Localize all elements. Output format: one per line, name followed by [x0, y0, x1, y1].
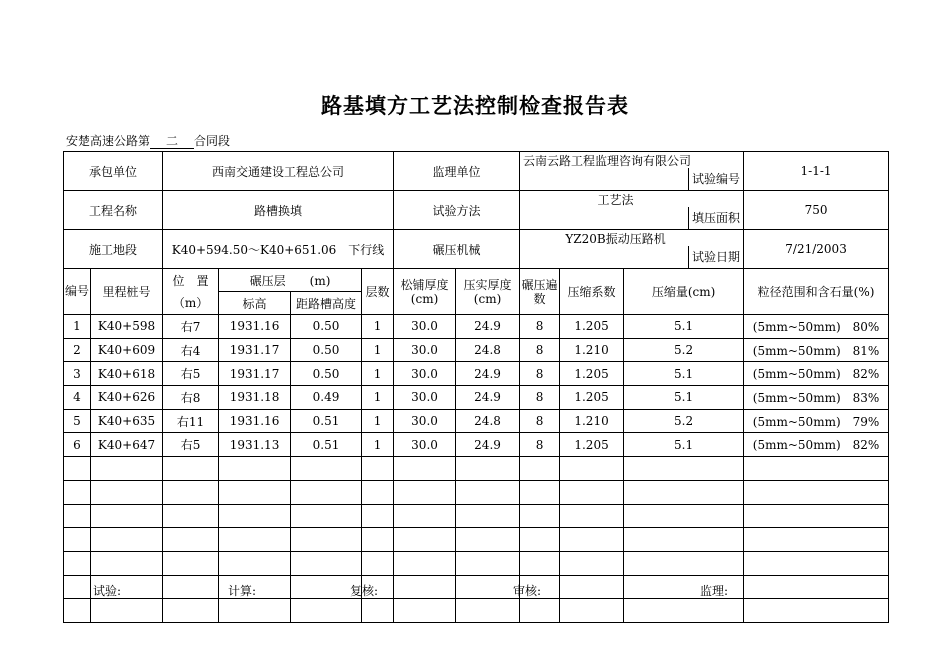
- cell-amount: [624, 599, 744, 623]
- info-row-2: [64, 191, 889, 230]
- cell-passes: 8: [520, 338, 560, 362]
- cell-amount: [624, 551, 744, 575]
- col-header-elevation: 标高: [219, 292, 291, 315]
- cell-dist: 0.50: [291, 338, 362, 362]
- cell-layers: [362, 599, 394, 623]
- test-no-label: 试验编号: [688, 168, 743, 190]
- col-header-station: 里程桩号: [91, 269, 163, 315]
- cell-compact: 24.9: [456, 386, 520, 410]
- cell-coef: [560, 575, 624, 599]
- cell-amount: [624, 528, 744, 552]
- empty-row: [64, 457, 889, 481]
- empty-row: [64, 480, 889, 504]
- cell-passes: [520, 480, 560, 504]
- cell-coef: 1.205: [560, 362, 624, 386]
- cell-pos: 右7: [163, 315, 219, 339]
- cell-grain: [744, 575, 889, 599]
- supervisor-value-text: 云南云路工程监理咨询有限公司: [523, 154, 692, 168]
- footer-calc: 计算:: [228, 584, 257, 598]
- cell-elev: [219, 504, 291, 528]
- cell-no: 2: [64, 338, 91, 362]
- cell-passes: [520, 504, 560, 528]
- cell-station: [91, 551, 163, 575]
- cell-elev: 1931.13: [219, 433, 291, 457]
- col-header-position: 位 置: [163, 269, 219, 292]
- cell-compact: [456, 528, 520, 552]
- cell-amount: [624, 504, 744, 528]
- date-label: 试验日期: [688, 246, 743, 268]
- cell-grain: [744, 504, 889, 528]
- cell-coef: [560, 457, 624, 481]
- cell-grain: [744, 457, 889, 481]
- col-header-grain: 粒径范围和含石量(%): [744, 269, 889, 315]
- cell-no: [64, 480, 91, 504]
- cell-dist: 0.51: [291, 433, 362, 457]
- cell-amount: [624, 457, 744, 481]
- empty-row: [64, 551, 889, 575]
- cell-station: K40+609: [91, 338, 163, 362]
- project-label: 工程名称: [64, 191, 163, 230]
- cell-pos: 右5: [163, 433, 219, 457]
- cell-coef: [560, 599, 624, 623]
- col-header-amount: 压缩量(cm): [624, 269, 744, 315]
- cell-compact: [456, 551, 520, 575]
- col-header-layers: 层数: [362, 269, 394, 315]
- contract-section-line: [66, 132, 230, 149]
- cell-pos: [163, 575, 219, 599]
- cell-grain: (5mm~50mm) 82%: [744, 362, 889, 386]
- cell-elev: 1931.18: [219, 386, 291, 410]
- cell-pos: 右4: [163, 338, 219, 362]
- area-label: 填压面积: [688, 207, 743, 229]
- cell-no: [64, 599, 91, 623]
- test-no-value: 1-1-1: [744, 152, 889, 191]
- cell-no: [64, 457, 91, 481]
- method-label: 试验方法: [394, 191, 520, 230]
- cell-loose: [394, 457, 456, 481]
- table-row: [64, 315, 889, 339]
- cell-pos: [163, 504, 219, 528]
- table-row: [64, 362, 889, 386]
- date-value: 7/21/2003: [744, 230, 889, 269]
- site-label: 施工地段: [64, 230, 163, 269]
- cell-station: K40+626: [91, 386, 163, 410]
- cell-layers: 1: [362, 433, 394, 457]
- cell-loose: 30.0: [394, 315, 456, 339]
- cell-compact: 24.9: [456, 362, 520, 386]
- cell-coef: 1.210: [560, 409, 624, 433]
- cell-passes: [520, 528, 560, 552]
- cell-loose: 30.0: [394, 386, 456, 410]
- table-row: [64, 409, 889, 433]
- report-table: [63, 151, 889, 623]
- cell-coef: [560, 551, 624, 575]
- cell-no: [64, 551, 91, 575]
- cell-dist: 0.49: [291, 386, 362, 410]
- subtitle-suffix: 合同段: [194, 134, 231, 148]
- cell-no: [64, 575, 91, 599]
- empty-row: [64, 575, 889, 599]
- cell-layers: 1: [362, 362, 394, 386]
- cell-grain: (5mm~50mm) 83%: [744, 386, 889, 410]
- info-row-3: [64, 230, 889, 269]
- cell-pos: [163, 480, 219, 504]
- cell-passes: 8: [520, 386, 560, 410]
- cell-loose: 30.0: [394, 433, 456, 457]
- cell-compact: [456, 457, 520, 481]
- cell-compact: 24.9: [456, 433, 520, 457]
- cell-elev: 1931.17: [219, 362, 291, 386]
- cell-elev: 1931.17: [219, 338, 291, 362]
- cell-station: K40+598: [91, 315, 163, 339]
- cell-pos: [163, 551, 219, 575]
- cell-no: 1: [64, 315, 91, 339]
- cell-passes: 8: [520, 433, 560, 457]
- cell-grain: (5mm~50mm) 79%: [744, 409, 889, 433]
- cell-elev: 1931.16: [219, 409, 291, 433]
- cell-loose: [394, 551, 456, 575]
- contractor-value: 西南交通建设工程总公司: [163, 152, 394, 191]
- table-row: [64, 386, 889, 410]
- cell-amount: [624, 480, 744, 504]
- cell-station: [91, 599, 163, 623]
- cell-layers: [362, 480, 394, 504]
- cell-passes: 8: [520, 315, 560, 339]
- cell-amount: 5.2: [624, 409, 744, 433]
- cell-layers: 1: [362, 315, 394, 339]
- cell-grain: [744, 599, 889, 623]
- cell-grain: [744, 480, 889, 504]
- cell-amount: 5.1: [624, 315, 744, 339]
- cell-loose: [394, 504, 456, 528]
- cell-dist: [291, 457, 362, 481]
- empty-row: [64, 528, 889, 552]
- cell-passes: [520, 599, 560, 623]
- report-title: 路基填方工艺法控制检查报告表: [321, 93, 629, 118]
- cell-coef: [560, 480, 624, 504]
- empty-row: [64, 504, 889, 528]
- cell-elev: 1931.16: [219, 315, 291, 339]
- cell-grain: [744, 528, 889, 552]
- cell-station: K40+618: [91, 362, 163, 386]
- roller-value: [520, 230, 744, 269]
- area-value: 750: [744, 191, 889, 230]
- data-rows: [64, 315, 889, 623]
- project-value: 路槽换填: [163, 191, 394, 230]
- cell-elev: [219, 457, 291, 481]
- contract-number: 二: [150, 135, 194, 149]
- cell-compact: [456, 504, 520, 528]
- cell-no: [64, 504, 91, 528]
- cell-no: [64, 528, 91, 552]
- supervisor-value: [520, 152, 744, 191]
- cell-pos: [163, 528, 219, 552]
- cell-elev: [219, 599, 291, 623]
- cell-compact: 24.9: [456, 315, 520, 339]
- cell-grain: (5mm~50mm) 81%: [744, 338, 889, 362]
- subtitle-prefix: 安楚高速公路第: [66, 134, 151, 148]
- cell-layers: [362, 528, 394, 552]
- cell-coef: [560, 504, 624, 528]
- cell-compact: 24.8: [456, 409, 520, 433]
- cell-no: 5: [64, 409, 91, 433]
- cell-no: 4: [64, 386, 91, 410]
- method-value: [520, 191, 744, 230]
- cell-compact: [456, 599, 520, 623]
- cell-station: [91, 528, 163, 552]
- cell-station: [91, 480, 163, 504]
- cell-amount: 5.1: [624, 362, 744, 386]
- footer-audit: 审核:: [513, 584, 542, 598]
- cell-dist: 0.51: [291, 409, 362, 433]
- cell-grain: (5mm~50mm) 80%: [744, 315, 889, 339]
- cell-dist: 0.50: [291, 315, 362, 339]
- cell-passes: [520, 551, 560, 575]
- col-header-position-unit: （m）: [163, 292, 219, 315]
- cell-layers: 1: [362, 338, 394, 362]
- cell-compact: 24.8: [456, 338, 520, 362]
- footer-supervise: 监理:: [700, 584, 729, 598]
- col-header-compact-layer: 碾压层 (m): [219, 269, 362, 292]
- col-header-compact-thickness: 压实厚度(cm): [456, 269, 520, 315]
- cell-station: K40+647: [91, 433, 163, 457]
- cell-elev: [219, 528, 291, 552]
- cell-dist: 0.50: [291, 362, 362, 386]
- cell-pos: 右11: [163, 409, 219, 433]
- header-row-1: [64, 269, 889, 292]
- cell-coef: 1.210: [560, 338, 624, 362]
- cell-pos: [163, 599, 219, 623]
- cell-loose: [394, 528, 456, 552]
- cell-loose: [394, 599, 456, 623]
- col-header-passes: 碾压遍数: [520, 269, 560, 315]
- cell-layers: 1: [362, 386, 394, 410]
- cell-grain: [744, 551, 889, 575]
- empty-row: [64, 599, 889, 623]
- cell-pos: 右5: [163, 362, 219, 386]
- cell-pos: 右8: [163, 386, 219, 410]
- cell-elev: [219, 551, 291, 575]
- col-header-distance: 距路槽高度: [291, 292, 362, 315]
- cell-layers: [362, 551, 394, 575]
- cell-layers: 1: [362, 409, 394, 433]
- cell-elev: [219, 480, 291, 504]
- col-header-no: 编号: [64, 269, 91, 315]
- cell-loose: [394, 575, 456, 599]
- cell-amount: 5.1: [624, 433, 744, 457]
- cell-dist: [291, 551, 362, 575]
- cell-coef: 1.205: [560, 315, 624, 339]
- roller-value-text: YZ20B振动压路机: [565, 232, 666, 246]
- cell-compact: [456, 575, 520, 599]
- contractor-label: 承包单位: [64, 152, 163, 191]
- cell-dist: [291, 480, 362, 504]
- cell-layers: [362, 504, 394, 528]
- footer-test: 试验:: [93, 584, 122, 598]
- cell-dist: [291, 504, 362, 528]
- cell-dist: [291, 528, 362, 552]
- roller-label: 碾压机械: [394, 230, 520, 269]
- supervisor-label: 监理单位: [394, 152, 520, 191]
- footer-review: 复核:: [350, 584, 379, 598]
- cell-loose: 30.0: [394, 362, 456, 386]
- cell-layers: [362, 457, 394, 481]
- cell-no: 3: [64, 362, 91, 386]
- site-value: K40+594.50～K40+651.06 下行线: [163, 230, 394, 269]
- cell-passes: 8: [520, 409, 560, 433]
- cell-loose: 30.0: [394, 338, 456, 362]
- cell-dist: [291, 599, 362, 623]
- col-header-coef: 压缩系数: [560, 269, 624, 315]
- table-row: [64, 433, 889, 457]
- cell-amount: 5.2: [624, 338, 744, 362]
- cell-grain: (5mm~50mm) 82%: [744, 433, 889, 457]
- cell-loose: [394, 480, 456, 504]
- cell-pos: [163, 457, 219, 481]
- cell-amount: 5.1: [624, 386, 744, 410]
- col-header-loose-thickness: 松铺厚度(cm): [394, 269, 456, 315]
- cell-coef: 1.205: [560, 386, 624, 410]
- cell-compact: [456, 480, 520, 504]
- cell-station: [91, 457, 163, 481]
- cell-coef: [560, 528, 624, 552]
- method-value-text: 工艺法: [597, 193, 634, 207]
- cell-passes: 8: [520, 362, 560, 386]
- info-row-1: [64, 152, 889, 191]
- cell-passes: [520, 457, 560, 481]
- cell-station: [91, 504, 163, 528]
- table-row: [64, 338, 889, 362]
- cell-coef: 1.205: [560, 433, 624, 457]
- cell-station: K40+635: [91, 409, 163, 433]
- cell-loose: 30.0: [394, 409, 456, 433]
- cell-no: 6: [64, 433, 91, 457]
